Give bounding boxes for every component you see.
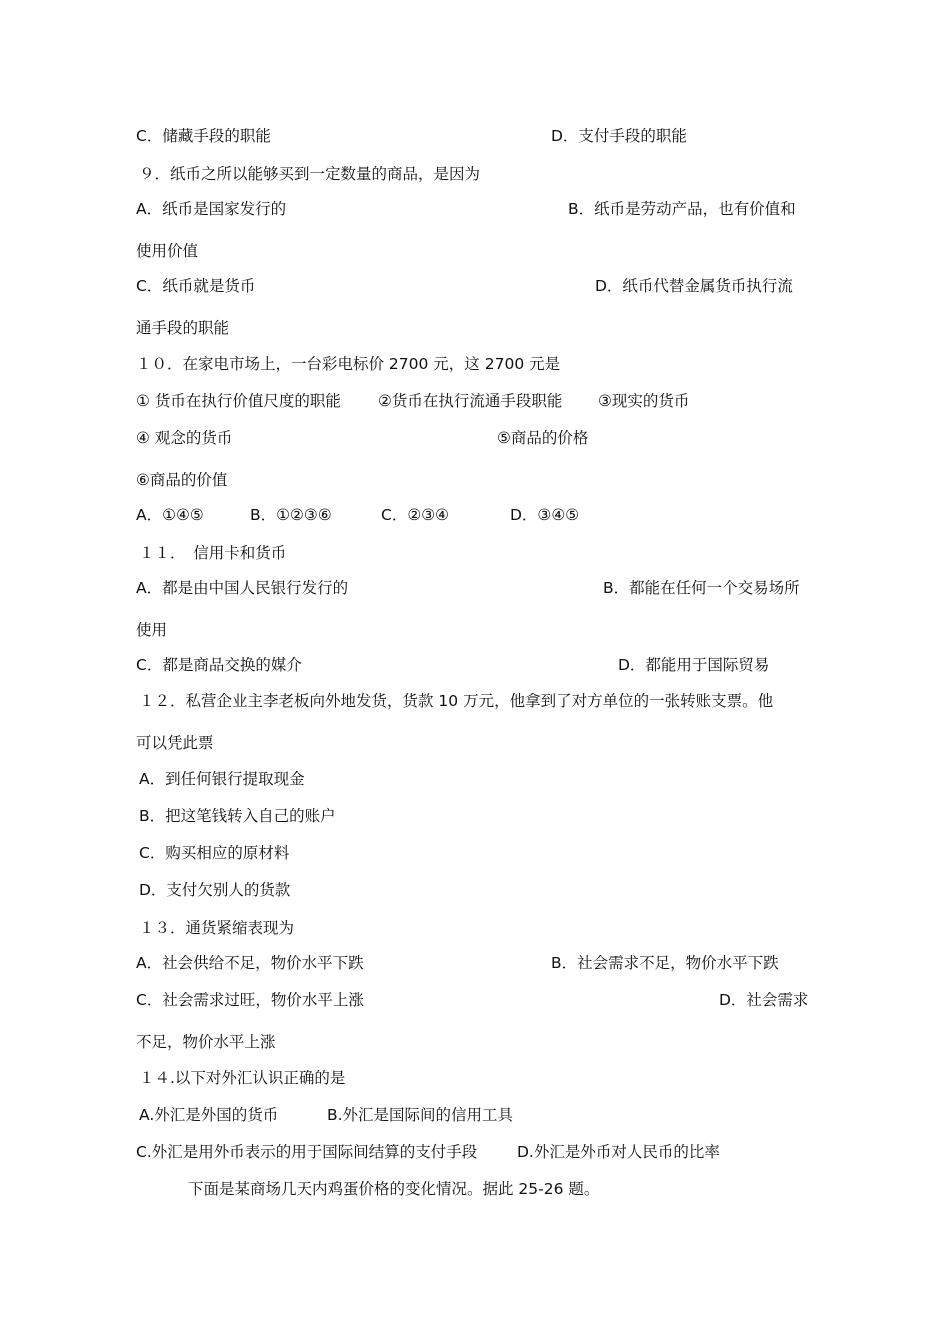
q13-option-d: D．社会需求 xyxy=(719,991,809,1009)
q9-option-b: B．纸币是劳动产品，也有价值和 xyxy=(568,200,796,218)
q13-option-c: C．社会需求过旺，物价水平上涨 xyxy=(136,991,364,1009)
q8-option-d: D．支付手段的职能 xyxy=(551,127,687,145)
q11-option-c: C．都是商品交换的媒介 xyxy=(136,656,302,674)
q10-option-a: A．①④⑤ xyxy=(136,506,204,524)
q10-statement-4: ④ 观念的货币 xyxy=(136,429,233,447)
q11-stem: １１． 信用卡和货币 xyxy=(139,544,287,562)
q10-option-d: D．③④⑤ xyxy=(510,506,580,524)
q8-option-c: C．储藏手段的职能 xyxy=(136,127,271,145)
q11-option-a: A．都是由中国人民银行发行的 xyxy=(136,579,349,597)
q12-option-b: B．把这笔钱转入自己的账户 xyxy=(139,807,336,825)
q9-option-a: A．纸币是国家发行的 xyxy=(136,200,287,218)
q12-option-d: D．支付欠别人的货款 xyxy=(139,881,291,899)
q14-option-c: C.外汇是用外币表示的用于国际间结算的支付手段 xyxy=(136,1143,478,1161)
q14-option-b: B.外汇是国际间的信用工具 xyxy=(327,1106,514,1124)
q10-statement-1: ① 货币在执行价值尺度的职能 xyxy=(136,392,341,410)
q10-stem: １０．在家电市场上，一台彩电标价 2700 元，这 2700 元是 xyxy=(136,355,561,373)
q9-stem: ９．纸币之所以能够买到一定数量的商品，是因为 xyxy=(139,165,481,183)
q10-statement-5: ⑤商品的价格 xyxy=(497,429,589,447)
q9-option-c: C．纸币就是货币 xyxy=(136,277,256,295)
q13-option-b: B．社会需求不足，物价水平下跌 xyxy=(551,954,779,972)
q9-option-d-continued: 通手段的职能 xyxy=(136,319,230,337)
q10-option-b: B．①②③⑥ xyxy=(250,506,332,524)
q9-option-b-continued: 使用价值 xyxy=(136,242,199,260)
q11-option-b-continued: 使用 xyxy=(136,621,168,639)
q13-option-a: A．社会供给不足，物价水平下跌 xyxy=(136,954,364,972)
q10-statement-6: ⑥商品的价值 xyxy=(136,471,228,489)
q9-option-d: D．纸币代替金属货币执行流 xyxy=(595,277,793,295)
q12-option-c: C．购买相应的原材料 xyxy=(139,844,290,862)
q12-stem-continued: 可以凭此票 xyxy=(136,734,214,752)
q14-stem: １４.以下对外汇认识正确的是 xyxy=(139,1069,346,1087)
q10-option-c: C．②③④ xyxy=(381,506,450,524)
q11-option-b: B．都能在任何一个交易场所 xyxy=(603,579,800,597)
q14-option-a: A.外汇是外国的货币 xyxy=(139,1106,279,1124)
q12-option-a: A．到任何银行提取现金 xyxy=(139,770,305,788)
q12-stem: １２．私营企业主李老板向外地发货，货款 10 万元，他拿到了对方单位的一张转账支票。他 xyxy=(139,692,774,710)
q13-option-d-continued: 不足，物价水平上涨 xyxy=(136,1033,276,1051)
q10-statement-2: ②货币在执行流通手段职能 xyxy=(378,392,563,410)
q11-option-d: D．都能用于国际贸易 xyxy=(618,656,770,674)
q10-statement-3: ③现实的货币 xyxy=(598,392,690,410)
q13-stem: １３．通货紧缩表现为 xyxy=(139,919,295,937)
intro-paragraph: 下面是某商场几天内鸡蛋价格的变化情况。据此 25-26 题。 xyxy=(188,1180,600,1198)
q14-option-d: D.外汇是外币对人民币的比率 xyxy=(517,1143,720,1161)
